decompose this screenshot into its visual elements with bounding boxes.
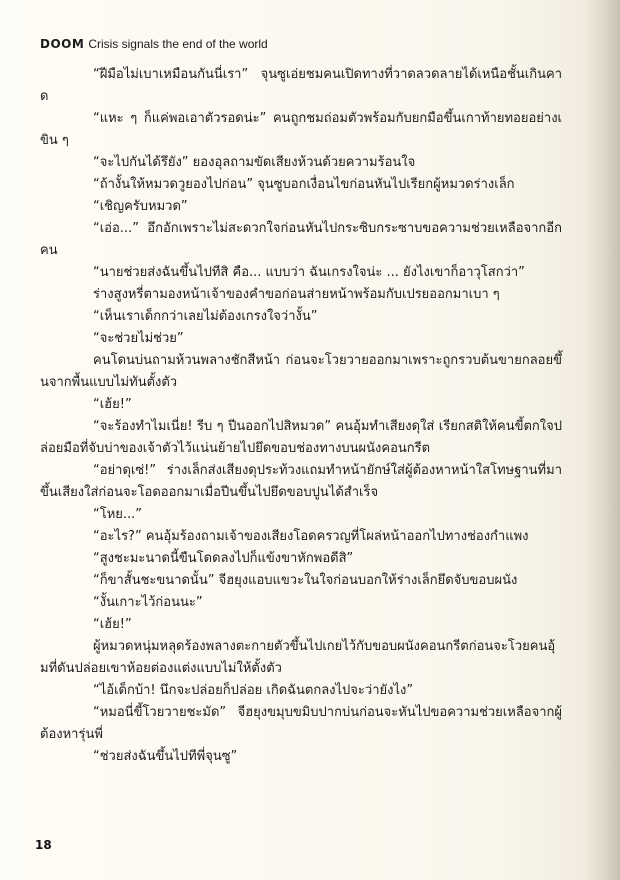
paragraph: “งั้นเกาะไว้ก่อนนะ” — [93, 595, 203, 610]
paragraph: “เฮ้ย!” — [93, 397, 132, 412]
paragraph: “ก็ขาสั้นชะขนาดนั้น” จีฮยุงแอบแขวะในใจก่อนบอกให้ร่างเล็กยึดจับขอบผนัง — [93, 573, 518, 588]
paragraph: “หมอนี่ขี้โวยวายชะมัด” จีฮยุงขมุบขมิบปากบ่นก่อนจะหันไปขอความช่วยเหลือจากผู้ต้องหารุ่นพี่ — [40, 705, 562, 742]
paragraph: ผู้หมวดหนุ่มหลุดร้องพลางตะกายตัวขึ้นไปเกยไว้กับขอบผนังคอนกรีตก่อนจะโวยคนอุ้มที่ดันปล่อยเขาห้อยต่องแต่งแบบไม่ให้ตั้งตัว — [40, 639, 556, 676]
paragraph: “นายช่วยส่งฉันขึ้นไปทีสิ คือ... แบบว่า ฉันเกรงใจน่ะ ... ยังไงเขาก็อาวุโสกว่า” — [93, 265, 525, 280]
paragraph: “จะร้องทำไมเนี่ย! รีบ ๆ ปีนออกไปสิหมวด” คนอุ้มทำเสียงดุใส่ เรียกสติให้คนขี้ตกใจปล่อยมือที่จับบ่าของเจ้าตัวไว้แน่นย้ายไปยึดขอบช่องทางบนผนังคอนกรีต — [40, 419, 562, 456]
paragraph: “เฮ้ย!” — [93, 617, 132, 632]
paragraph: “ฝีมือไม่เบาเหมือนกันนี่เรา” จุนซูเอ่ยชมคนเปิดทางที่วาดลวดลายได้เหนือชั้นเกินคาด — [40, 67, 562, 104]
paragraph: คนโดนบ่นถามห้วนพลางชักสีหน้า ก่อนจะโวยวายออกมาเพราะถูกรวบต้นขายกลอยขึ้นจากพื้นแบบไม่ทันตั้งตัว — [40, 353, 562, 390]
paragraph: “ช่วยส่งฉันขึ้นไปทีพี่จุนซู” — [93, 749, 238, 764]
page-spine-shadow — [586, 0, 620, 880]
paragraph: “เห็นเราเด็กกว่าเลยไม่ต้องเกรงใจว่างั้น” — [93, 309, 318, 324]
paragraph: “อย่าดุเซ่!” ร่างเล็กส่งเสียงดุประท้วงแถมทำหน้ายักษ์ใส่ผู้ต้องหาหน้าใสโทษฐานที่มาขึ้นเสียงใส่ก่อนจะโอดออกมาเมื่อปีนขึ้นไปยึดขอบปูนได้สำเร็จ — [40, 463, 562, 500]
paragraph: “สูงชะมะนาดนี้ขืนโดดลงไปก็แข้งขาหักพอดีสิ” — [93, 551, 354, 566]
paragraph: “แหะ ๆ ก็แค่พอเอาตัวรอดน่ะ” คนถูกชมถ่อมตัวพร้อมกับยกมือขึ้นเกาท้ายทอยอย่างเขิน ๆ — [40, 111, 562, 148]
body-text — [40, 64, 562, 768]
page-number: 18 — [35, 838, 52, 852]
paragraph: “โหย...” — [93, 507, 143, 522]
paragraph: “จะช่วยไม่ช่วย” — [93, 331, 184, 346]
paragraph: “เอ่อ...” อึกอักเพราะไม่สะดวกใจก่อนหันไปกระซิบกระซาบขอความช่วยเหลือจากอีกคน — [40, 221, 562, 258]
paragraph: “ไอ้เด็กบ้า! นึกจะปล่อยก็ปล่อย เกิดฉันตกลงไปจะว่ายังไง” — [93, 683, 414, 698]
paragraph: “จะไปกันได้รึยัง” ยองอุลถามขัดเสียงห้วนด้วยความร้อนใจ — [93, 155, 416, 170]
paragraph: “อะไร?” คนอุ้มร้องถามเจ้าของเสียงโอดครวญที่โผล่หน้าออกไปทางช่องกำแพง — [93, 529, 529, 544]
paragraph: “ถ้างั้นให้หมวดวูยองไปก่อน” จุนซูบอกเงื่อนไขก่อนหันไปเรียกผู้หมวดร่างเล็ก — [93, 177, 515, 192]
header-brand: DOOM — [40, 37, 85, 51]
header-subtitle: Crisis signals the end of the world — [88, 37, 268, 51]
paragraph: ร่างสูงหรี่ตามองหน้าเจ้าของคำขอก่อนส่ายหน้าพร้อมกับเปรยออกมาเบา ๆ — [93, 287, 500, 302]
paragraph: “เชิญครับหมวด” — [93, 199, 188, 214]
running-header — [40, 37, 268, 51]
